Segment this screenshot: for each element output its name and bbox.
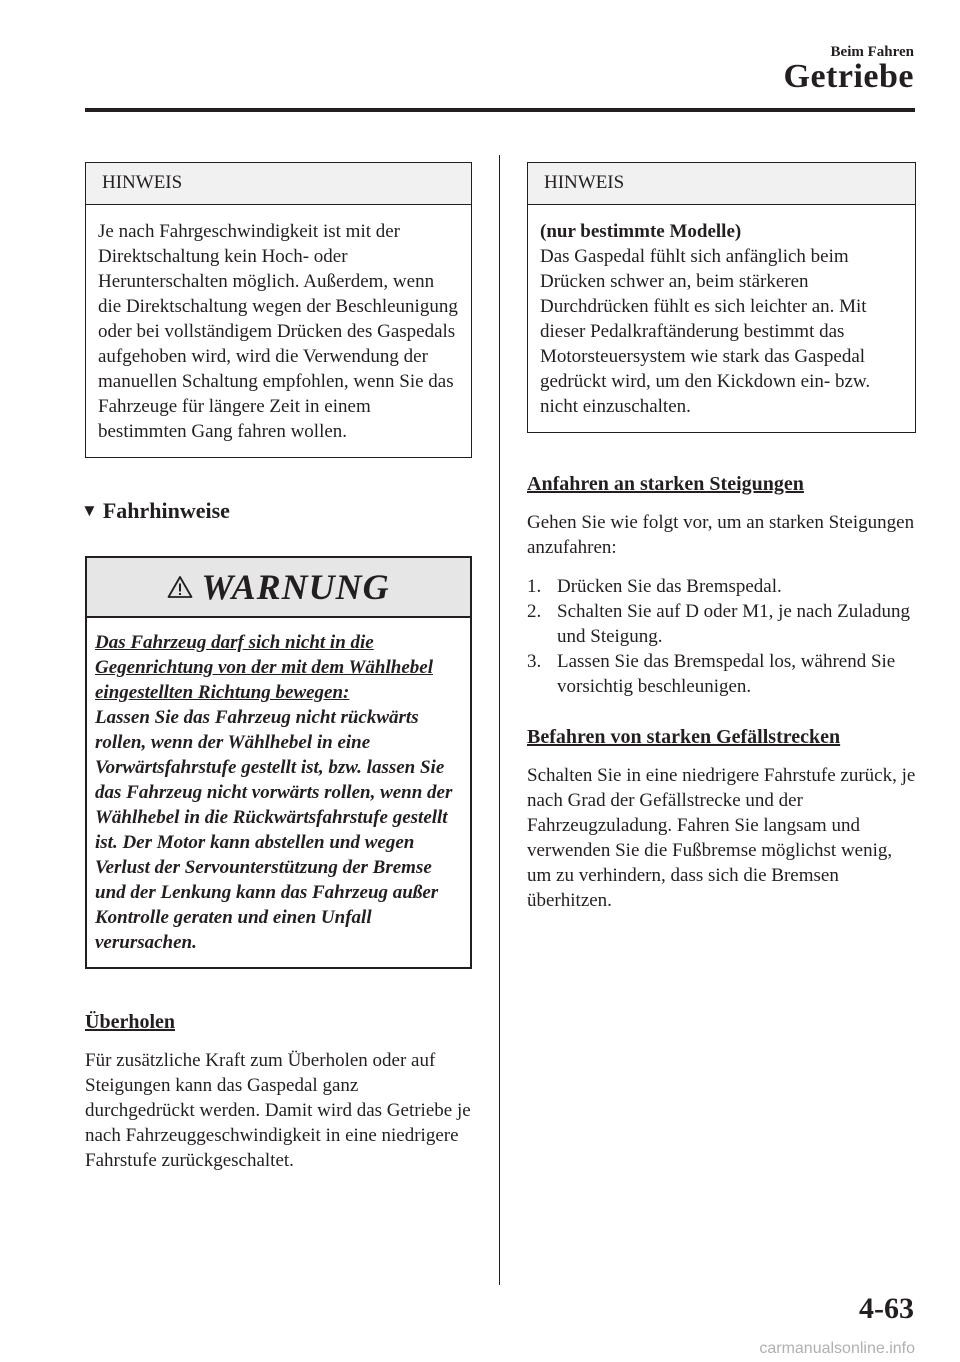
hills-steps bbox=[527, 574, 916, 699]
step-text: Schalten Sie auf D oder M1, je nach Zuladung und Steigung. bbox=[557, 601, 910, 647]
warning-header bbox=[87, 558, 470, 618]
section-heading bbox=[81, 498, 472, 524]
step-text: Drücken Sie das Bremspedal. bbox=[557, 576, 782, 597]
overtaking-text: Für zusätzliche Kraft zum Überholen oder auf Steigungen kann das Gaspedal ganz durchgedrückt werden. Damit wird das Getriebe je nach Fahrzeuggeschwindigkeit in eine niedrigere Fahrstufe zurückgeschaltet. bbox=[85, 1050, 471, 1171]
step-number: 2. bbox=[527, 601, 542, 622]
column-divider bbox=[499, 155, 500, 1285]
note-label: HINWEIS bbox=[86, 163, 471, 205]
list-item bbox=[527, 599, 916, 649]
page-title: Getriebe bbox=[783, 58, 914, 95]
triangle-down-icon: ▼ bbox=[81, 501, 98, 520]
watermark: carmanualsonline.info bbox=[759, 1340, 915, 1357]
note-qualifier: (nur bestimmte Modelle) bbox=[540, 221, 742, 242]
step-number: 3. bbox=[527, 651, 542, 672]
note-box-right bbox=[527, 162, 916, 433]
chapter-label: Beim Fahren bbox=[830, 44, 914, 60]
page-number: 4-63 bbox=[859, 1292, 914, 1325]
section-heading-text: Fahrhinweise bbox=[102, 498, 230, 523]
warning-heading: Das Fahrzeug darf sich nicht in die Gegenrichtung von der mit dem Wählhebel eingestellten Richtung bewegen: bbox=[95, 632, 433, 703]
note-body-right bbox=[528, 205, 915, 432]
note-label-right: HINWEIS bbox=[528, 163, 915, 205]
right-column bbox=[527, 162, 916, 913]
note-box bbox=[85, 162, 472, 458]
hills-heading: Anfahren an starken Steigungen bbox=[527, 473, 804, 495]
warning-text: Lassen Sie das Fahrzeug nicht rückwärts rollen, wenn der Wählhebel in eine Vorwärtsfahrstufe gestellt ist, bzw. lassen Sie das Fahrzeug nicht vorwärts rollen, wenn der Wählhebel in die Rückwärtsfahrstufe gestellt ist. Der Motor kann abstellen und wegen Verlust der Servounterstützung der Bremse und der Lenkung kann das Fahrzeug außer Kontrolle geraten und einen Unfall verursachen. bbox=[95, 707, 453, 953]
note-text: Je nach Fahrgeschwindigkeit ist mit der Direktschaltung kein Hoch- oder Herunterschalten möglich. Außerdem, wenn die Direktschaltung wegen der Beschleunigung oder bei vollständigem Drücken des Gaspedals aufgehoben wird, wird die Verwendung der manuellen Schaltung empfohlen, wenn Sie das Fahrzeuge für längere Zeit in einem bestimmten Gang fahren wollen. bbox=[98, 221, 458, 442]
warning-box bbox=[85, 556, 472, 969]
overtaking-heading: Überholen bbox=[85, 1011, 175, 1033]
list-item bbox=[527, 649, 916, 699]
note-text-right: Das Gaspedal fühlt sich anfänglich beim Drücken schwer an, beim stärkeren Durchdrücken fühlt es sich leichter an. Mit dieser Pedalkraftänderung bestimmt das Motorsteuersystem wie stark das Gaspedal gedrückt wird, um den Kickdown ein- bzw. nicht einzuschalten. bbox=[540, 246, 871, 417]
warning-title: WARNUNG bbox=[201, 567, 390, 607]
step-text: Lassen Sie das Bremspedal los, während Sie vorsichtig beschleunigen. bbox=[557, 651, 896, 697]
descent-heading: Befahren von starken Gefällstrecken bbox=[527, 726, 841, 748]
hills-intro: Gehen Sie wie folgt vor, um an starken Steigungen anzufahren: bbox=[527, 512, 915, 558]
header-rule bbox=[85, 108, 915, 112]
step-number: 1. bbox=[527, 576, 542, 597]
list-item bbox=[527, 574, 916, 599]
warning-body bbox=[87, 618, 470, 967]
descent-text: Schalten Sie in eine niedrigere Fahrstufe zurück, je nach Grad der Gefällstrecke und der Fahrzeugzuladung. Fahren Sie langsam und verwenden Sie die Fußbremse möglichst wenig, um zu verhindern, dass sich die Bremsen überhitzen. bbox=[527, 765, 916, 911]
warning-triangle-icon bbox=[167, 575, 193, 599]
left-column bbox=[81, 162, 472, 1173]
